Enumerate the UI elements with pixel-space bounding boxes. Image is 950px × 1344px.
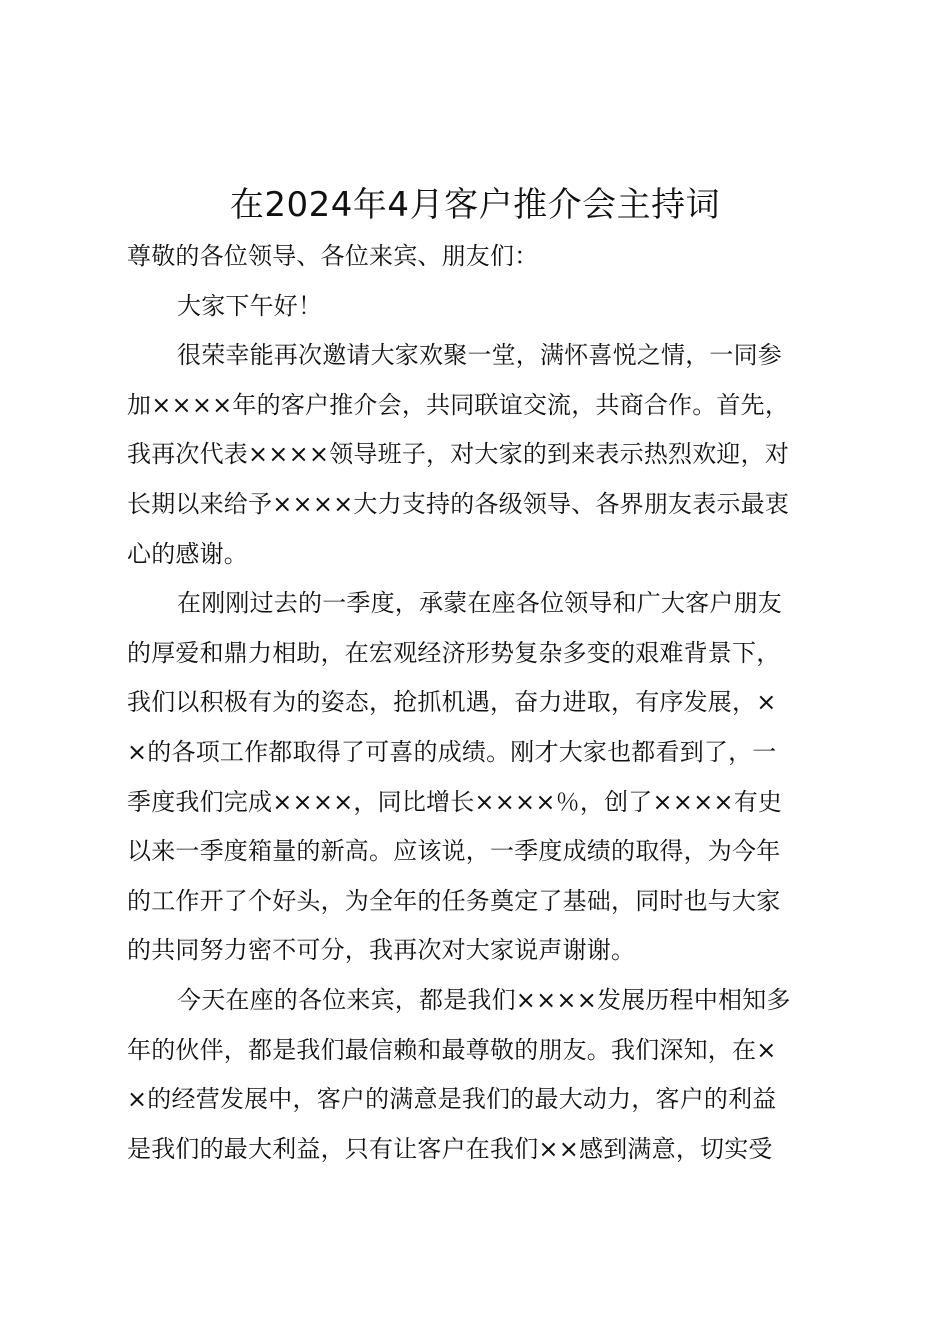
text-line: 我再次代表××××领导班子，对大家的到来表示热烈欢迎，对 — [127, 440, 790, 469]
text-line: ×的经营发展中，客户的满意是我们的最大动力，客户的利益 — [127, 1085, 777, 1114]
text-line: 长期以来给予××××大力支持的各级领导、各界朋友表示最衷 — [127, 489, 790, 518]
text-line: 我们以积极有为的姿态，抢抓机遇，奋力进取，有序发展，× — [127, 688, 777, 717]
text-line: 在刚刚过去的一季度，承蒙在座各位领导和广大客户朋友 — [177, 589, 782, 618]
text-line: 很荣幸能再次邀请大家欢聚一堂，满怀喜悦之情，一同参 — [177, 341, 782, 370]
text-line: 年的伙伴，都是我们最信赖和最尊敬的朋友。我们深知，在× — [127, 1035, 777, 1064]
text-line: 以来一季度箱量的新高。应该说，一季度成绩的取得，为今年 — [127, 837, 781, 866]
text-line: ×的各项工作都取得了可喜的成绩。刚才大家也都看到了，一 — [127, 737, 777, 766]
text-line: 的工作开了个好头，为全年的任务奠定了基础，同时也与大家 — [127, 886, 781, 915]
text-line: 今天在座的各位来宾，都是我们××××发展历程中相知多 — [177, 985, 791, 1014]
document-body — [127, 232, 832, 1174]
text-line: 是我们的最大利益，只有让客户在我们××感到满意，切实受 — [127, 1134, 773, 1163]
text-line: 加××××年的客户推介会，共同联谊交流，共商合作。首先， — [127, 390, 790, 419]
text-line: 季度我们完成××××，同比增长××××％，创了××××有史 — [127, 787, 783, 816]
text-line: 的共同努力密不可分，我再次对大家说声谢谢。 — [127, 936, 636, 965]
salutation-line: 尊敬的各位领导、各位来宾、朋友们： — [127, 242, 539, 270]
greeting-line: 大家下午好！ — [177, 291, 323, 320]
document-title: 在2024年4月客户推介会主持词 — [229, 185, 721, 225]
text-line: 的厚爱和鼎力相助，在宏观经济形势复杂多变的艰难背景下， — [127, 638, 781, 667]
text-line: 心的感谢。 — [127, 539, 248, 568]
